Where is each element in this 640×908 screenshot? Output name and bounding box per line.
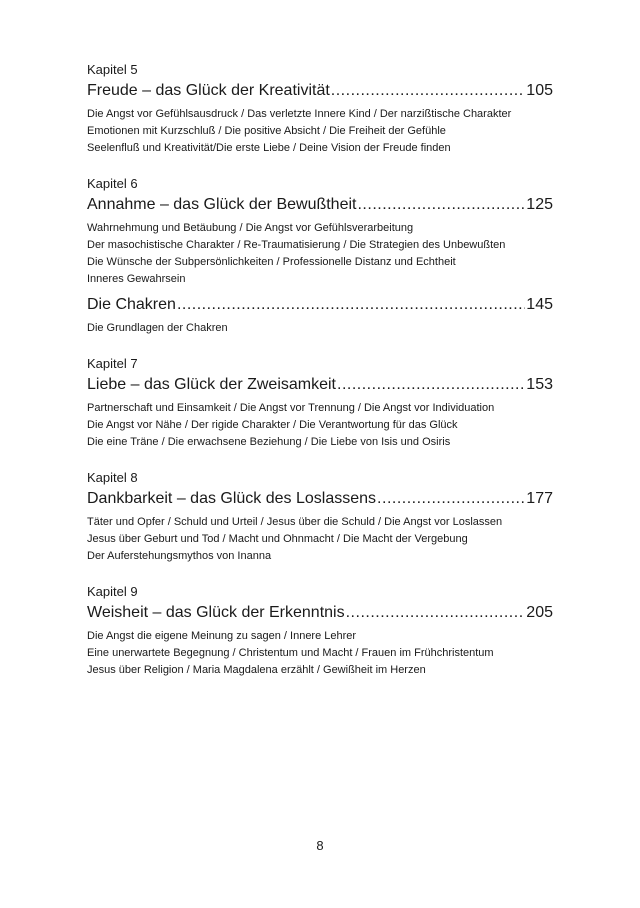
subtopic-line: Täter und Opfer / Schuld und Urteil / Jesus über die Schuld / Die Angst vor Loslassen — [87, 516, 503, 528]
subtopic-line: Partnerschaft und Einsamkeit / Die Angst vor Trennung / Die Angst vor Individuation — [87, 402, 495, 414]
dot-leader — [177, 294, 525, 316]
subtopic-line: Der masochistische Charakter / Re-Traumatisierung / Die Strategien des Unbewußten — [87, 239, 506, 251]
chapter-label: Kapitel 5 — [87, 62, 138, 77]
chapter-title-row — [87, 602, 553, 624]
subtopic-line: Emotionen mit Kurzschluß / Die positive Absicht / Die Freiheit der Gefühle — [87, 125, 446, 137]
chapter-title: Annahme – das Glück der Bewußtheit — [87, 196, 357, 213]
toc-entry-kapitel-9 — [87, 584, 553, 679]
chapter-title: Weisheit – das Glück der Erkenntnis — [87, 604, 345, 621]
subtopic-line: Jesus über Religion / Maria Magdalena erzählt / Gewißheit im Herzen — [87, 664, 426, 676]
page-number: 8 — [316, 838, 324, 853]
subtopic-line: Inneres Gewahrsein — [87, 273, 186, 285]
chapter-title-row — [87, 374, 553, 396]
chapter-label: Kapitel 8 — [87, 470, 138, 485]
chapter-title-row — [87, 488, 553, 510]
subtopic-line: Der Auferstehungsmythos von Inanna — [87, 550, 272, 562]
subtopics-list — [87, 320, 553, 337]
dot-leader — [377, 488, 525, 510]
subtopic-line: Die eine Träne / Die erwachsene Beziehung / Die Liebe von Isis und Osiris — [87, 436, 451, 448]
dot-leader — [357, 194, 525, 216]
chapter-label: Kapitel 6 — [87, 176, 138, 191]
subtopic-line: Die Angst die eigene Meinung zu sagen / Innere Lehrer — [87, 630, 357, 642]
chapter-label: Kapitel 7 — [87, 356, 138, 371]
subtopics-list — [87, 400, 553, 451]
chapter-title-row — [87, 194, 553, 216]
subtopic-line: Die Angst vor Nähe / Der rigide Charakter / Die Verantwortung für das Glück — [87, 419, 458, 431]
chapter-title: Liebe – das Glück der Zweisamkeit — [87, 376, 336, 393]
subtopic-line: Die Grundlagen der Chakren — [87, 322, 228, 334]
chapter-title-row — [87, 294, 553, 316]
subtopics-list — [87, 628, 553, 679]
chapter-page-number: 153 — [526, 376, 553, 393]
chapter-page-number: 177 — [526, 490, 553, 507]
subtopic-line: Seelenfluß und Kreativität/Die erste Liebe / Deine Vision der Freude finden — [87, 142, 451, 154]
dot-leader — [346, 602, 526, 624]
chapter-title-row — [87, 80, 553, 102]
subtopic-line: Eine unerwartete Begegnung / Christentum und Macht / Frauen im Frühchristentum — [87, 647, 494, 659]
chapter-page-number: 125 — [526, 196, 553, 213]
toc-entry-kapitel-6 — [87, 176, 553, 288]
chapter-title: Dankbarkeit – das Glück des Loslassens — [87, 490, 377, 507]
subtopics-list — [87, 220, 553, 288]
toc-entry-kapitel-5 — [87, 62, 553, 157]
subtopic-line: Jesus über Geburt und Tod / Macht und Ohnmacht / Die Macht der Vergebung — [87, 533, 468, 545]
chapter-title: Freude – das Glück der Kreativität — [87, 82, 330, 99]
toc-entry-kapitel-7 — [87, 356, 553, 451]
dot-leader — [331, 80, 526, 102]
subtopic-line: Wahrnehmung und Betäubung / Die Angst vor Gefühlsverarbeitung — [87, 222, 414, 234]
subtopics-list — [87, 514, 553, 565]
dot-leader — [337, 374, 525, 396]
chapter-page-number: 205 — [526, 604, 553, 621]
subtopic-line: Die Wünsche der Subpersönlichkeiten / Professionelle Distanz und Echtheit — [87, 256, 456, 268]
chapter-page-number: 145 — [526, 296, 553, 313]
chapter-title: Die Chakren — [87, 296, 176, 313]
chapter-page-number: 105 — [526, 82, 553, 99]
subtopic-line: Die Angst vor Gefühlsausdruck / Das verletzte Innere Kind / Der narzißtische Charakter — [87, 108, 512, 120]
subtopics-list — [87, 106, 553, 157]
toc-entry-chakren — [87, 294, 553, 337]
chapter-label: Kapitel 9 — [87, 584, 138, 599]
toc-entry-kapitel-8 — [87, 470, 553, 565]
